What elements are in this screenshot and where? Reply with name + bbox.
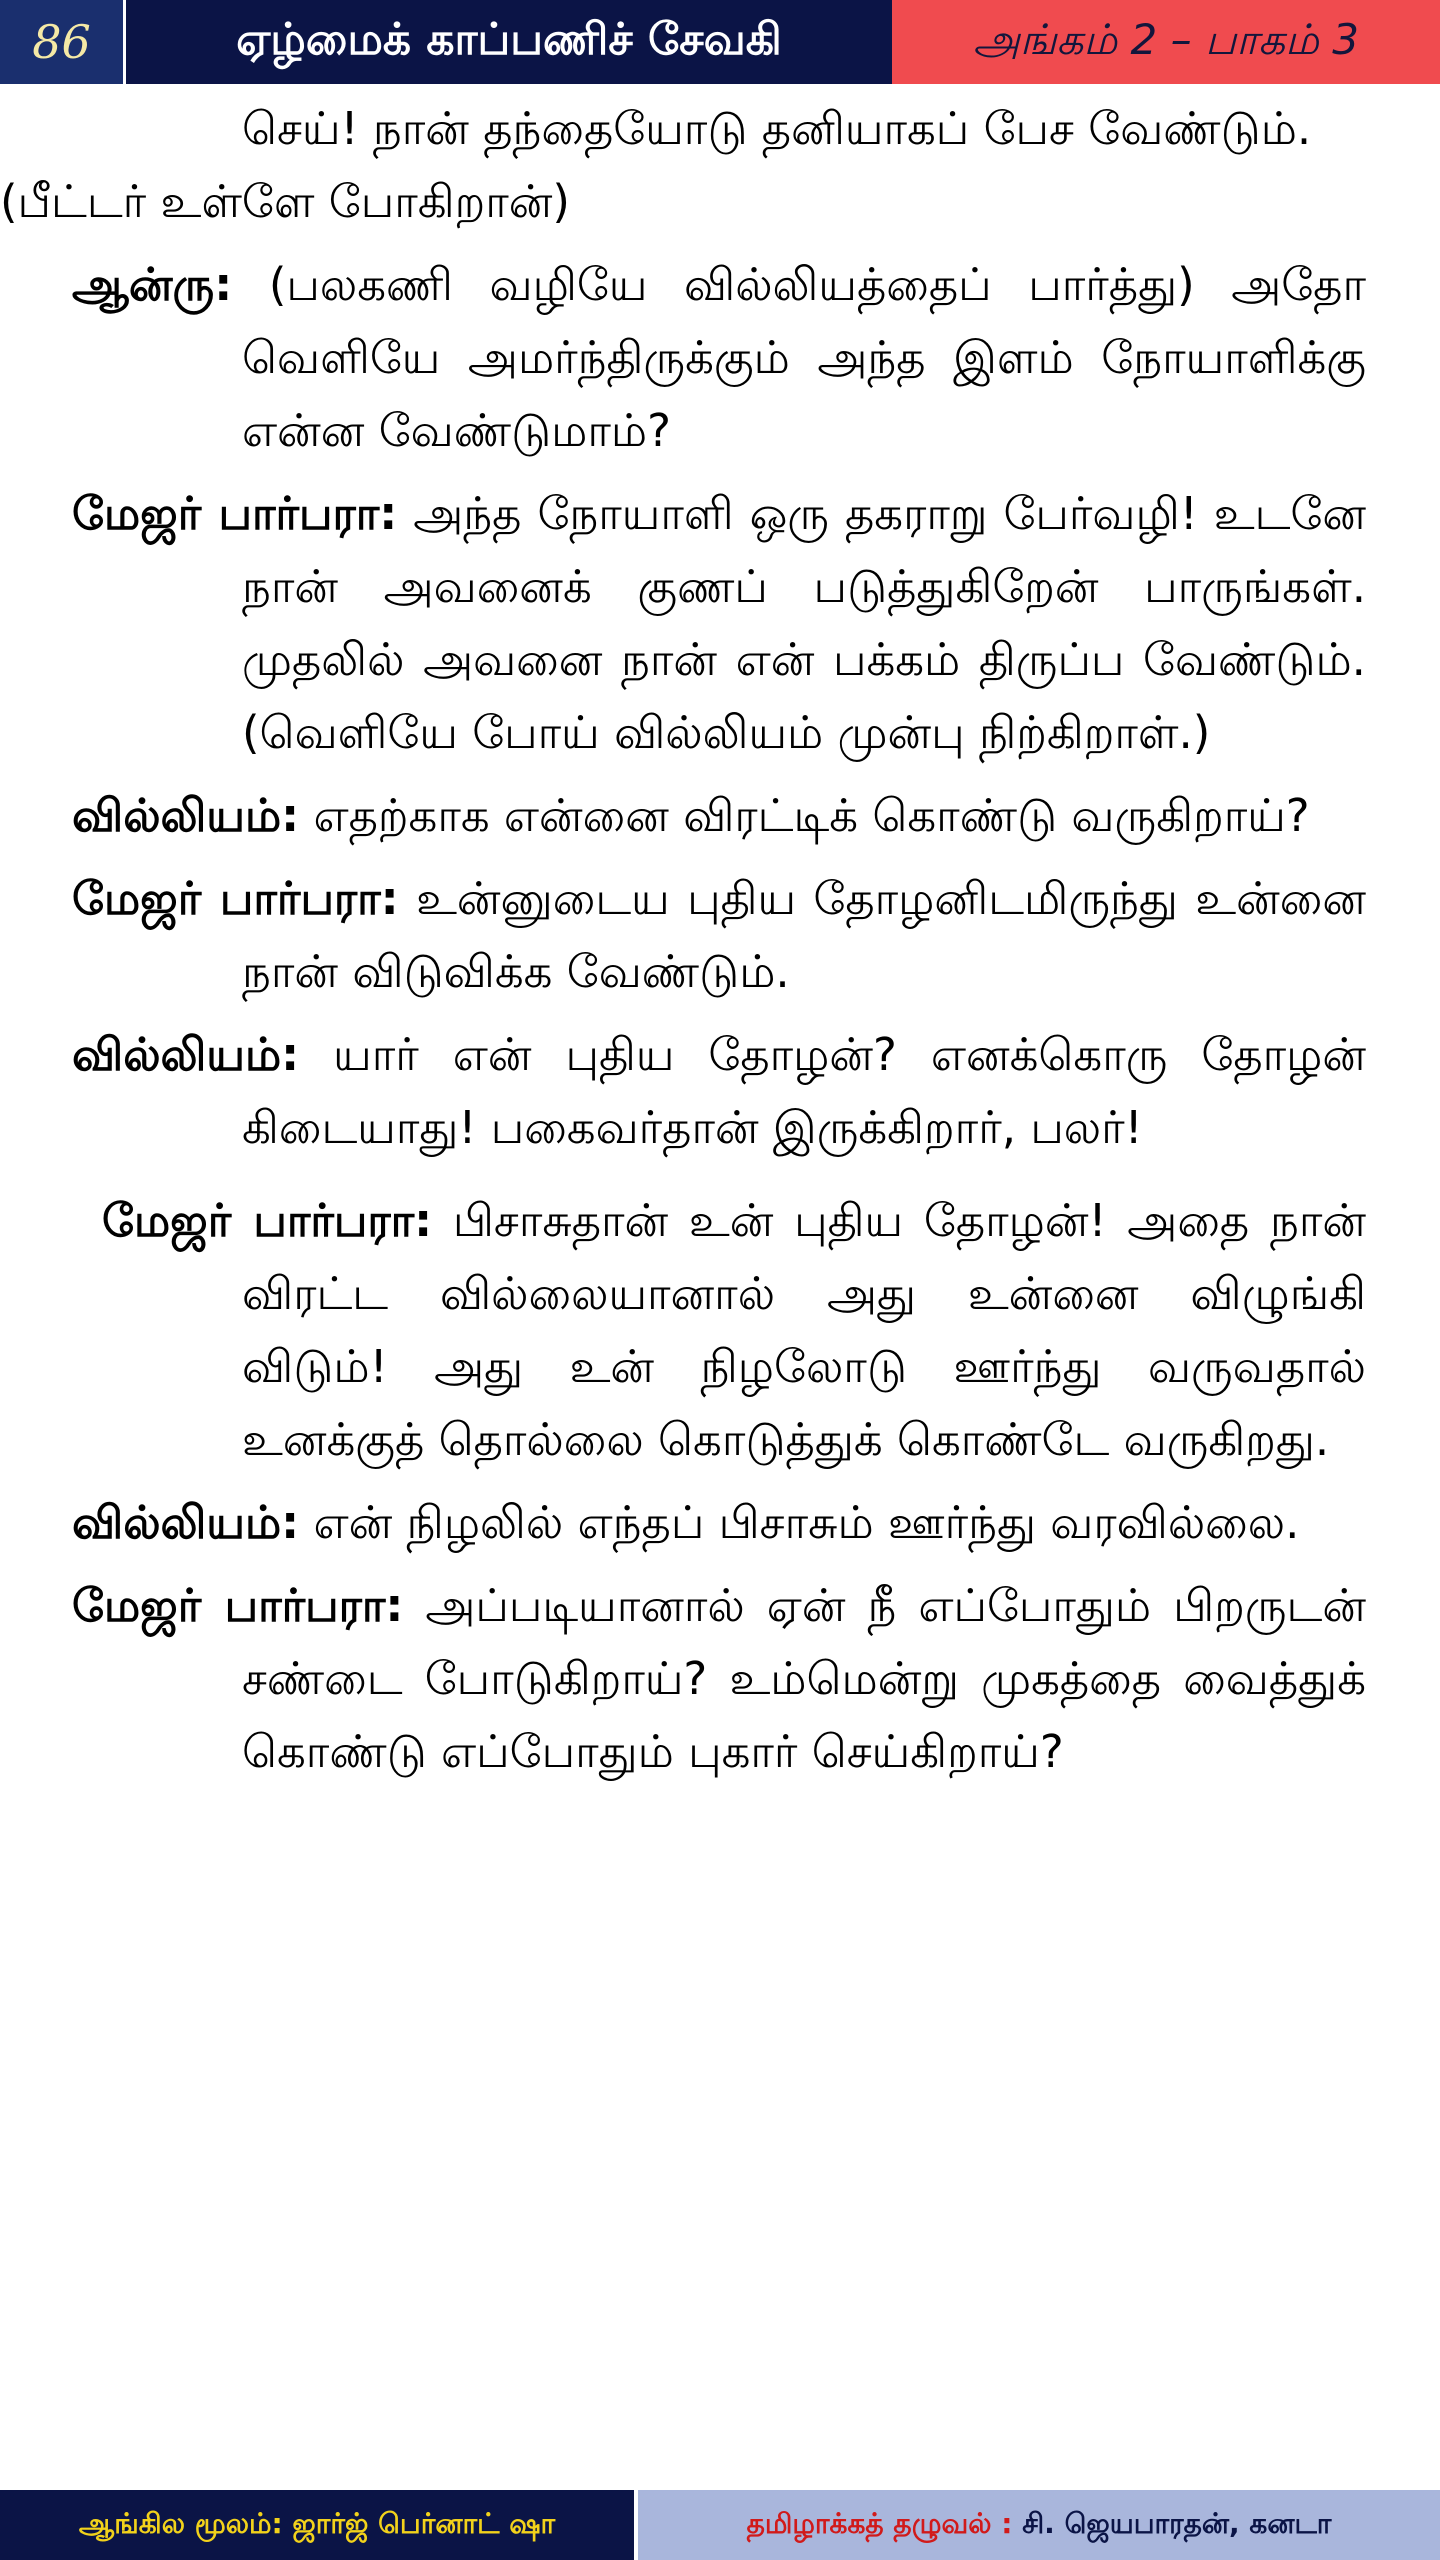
dialogue-text: உன்னுடைய புதிய தோழனிடமிருந்து உன்னை நான் விடுவிக்க வேண்டும். xyxy=(242,872,1366,998)
dialogue-text: என் நிழலில் எந்தப் பிசாசும் ஊர்ந்து வரவில்லை. xyxy=(313,1496,1300,1549)
dialogue-line xyxy=(72,1569,1366,1788)
speaker-name: மேஜர் பார்பரா: xyxy=(72,487,398,540)
dialogue-line xyxy=(72,779,1366,852)
dialogue-text: அந்த நோயாளி ஒரு தகராறு பேர்வழி! உடனே நான் அவனைக் குணப் படுத்துகிறேன் பாருங்கள். முதலில் அவனை நான் என் பக்கம் திருப்ப வேண்டும். (வெளியே போய் வில்லியம் முன்பு நிற்கிறாள்.) xyxy=(242,487,1366,759)
speaker-name: மேஜர் பார்பரா: xyxy=(72,872,399,925)
page-header xyxy=(0,0,1440,84)
book-title: ஏழ்மைக் காப்பணிச் சேவகி xyxy=(126,0,892,84)
translator-name: சி. ஜெயபாரதன், கனடா xyxy=(1022,2506,1332,2540)
page-footer xyxy=(0,2490,1440,2560)
dialogue-text: பிசாசுதான் உன் புதிய தோழன்! அதை நான் விரட்ட வில்லையானால் அது உன்னை விழுங்கி விடும்! அது உன் நிழலோடு ஊர்ந்து வருவதால் உனக்குத் தொல்லை கொடுத்துக் கொண்டே வருகிறது. xyxy=(242,1194,1367,1466)
play-text xyxy=(0,92,1440,1788)
source-credit: ஆங்கில மூலம்: ஜார்ஜ் பெர்னாட் ஷா xyxy=(0,2490,638,2560)
dialogue-line xyxy=(72,248,1367,467)
dialogue-text: (பலகணி வழியே வில்லியத்தைப் பார்த்து) அதோ வெளியே அமர்ந்திருக்கும் அந்த இளம் நோயாளிக்கு என்ன வேண்டுமாம்? xyxy=(242,258,1367,457)
act-part-label: அங்கம் 2 – பாகம் 3 xyxy=(892,0,1440,84)
speaker-name: மேஜர் பார்பரா: xyxy=(102,1194,433,1247)
dialogue-continuation xyxy=(242,92,1366,165)
dialogue-line xyxy=(72,862,1366,1008)
dialogue-text: (பீட்டர் உள்ளே போகிறான்) xyxy=(0,175,570,228)
speaker-name: மேஜர் பார்பரா: xyxy=(72,1579,404,1632)
speaker-name: வில்லியம்: xyxy=(72,789,300,842)
stage-direction xyxy=(0,165,1124,238)
translation-credit xyxy=(638,2490,1440,2560)
translation-label: தமிழாக்கத் தழுவல் : xyxy=(746,2506,1013,2540)
dialogue-text: எதற்காக என்னை விரட்டிக் கொண்டு வருகிறாய்? xyxy=(313,789,1310,842)
dialogue-line xyxy=(72,1486,1366,1559)
dialogue-line xyxy=(102,1184,1367,1476)
page-number: 86 xyxy=(0,0,126,84)
dialogue-text: அப்படியானால் ஏன் நீ எப்போதும் பிறருடன் சண்டை போடுகிறாய்? உம்மென்று முகத்தை வைத்துக் கொண்டு எப்போதும் புகார் செய்கிறாய்? xyxy=(242,1579,1366,1778)
dialogue-line xyxy=(72,477,1366,769)
dialogue-text: செய்! நான் தந்தையோடு தனியாகப் பேச வேண்டும். xyxy=(242,102,1312,155)
dialogue-text: யார் என் புதிய தோழன்? எனக்கொரு தோழன் கிடையாது! பகைவர்தான் இருக்கிறார், பலர்! xyxy=(242,1028,1367,1154)
speaker-name: வில்லியம்: xyxy=(72,1496,300,1549)
speaker-name: வில்லியம்: xyxy=(72,1028,300,1081)
speaker-name: ஆன்ரு: xyxy=(72,258,233,311)
dialogue-line xyxy=(72,1018,1367,1164)
